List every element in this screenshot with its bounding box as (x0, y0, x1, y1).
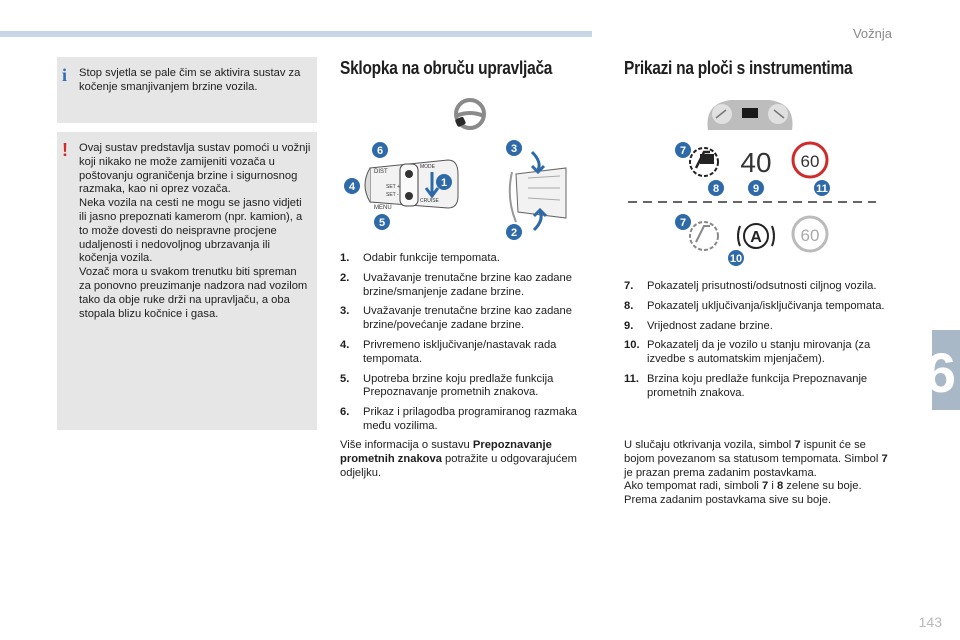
callout-badge-2 (506, 224, 522, 240)
list-item-text: Uvažavanje trenutačne brzine kao zadane brzine/smanjenje zadane brzine. (363, 271, 572, 298)
list-item (624, 339, 886, 367)
chapter-number: 6 (924, 341, 956, 404)
list-item-text: Uvažavanje trenutačne brzine kao zadane brzine/povećanje zadane brzine. (363, 305, 572, 332)
callout-badge-8 (708, 180, 724, 196)
callout-badge-1 (436, 174, 452, 190)
steering-switch-illustration (340, 138, 464, 234)
list-item (624, 300, 886, 314)
list-item-text: Vrijednost zadane brzine. (647, 319, 773, 332)
list-item-number: 5. (340, 372, 350, 385)
list-item (340, 406, 602, 434)
instrument-cluster-icon (700, 96, 800, 134)
svg-text:7: 7 (679, 145, 687, 157)
list-item-number: 9. (624, 319, 634, 332)
callout-badge-3 (506, 140, 522, 156)
list-item-number: 6. (340, 406, 350, 419)
svg-text:A: A (750, 229, 762, 246)
svg-text:4: 4 (348, 181, 356, 193)
svg-text:10: 10 (729, 253, 743, 265)
page-number: 143 (918, 614, 942, 630)
callout-badge-7b (675, 214, 691, 230)
warning-icon: ! (62, 140, 68, 160)
list-item (340, 252, 602, 266)
svg-text:5: 5 (378, 217, 386, 229)
info-icon: i (62, 65, 68, 85)
steering-switch-list (340, 252, 602, 440)
steering-wheel-icon (450, 96, 490, 132)
warning-paragraph: Vozač mora u svakom trenutku biti spreman za ponovno preuzimanje nadzora nad vozilom tako da obje ruke drži na upravljaču, a oba stopala blizu kočnice i gasa. (79, 266, 308, 320)
svg-text:2: 2 (510, 227, 518, 239)
cluster-display-inactive (674, 212, 844, 270)
target-vehicle-outline-icon (690, 222, 718, 250)
section-name: Vožnja (852, 26, 892, 41)
section-title-instrument-displays: Prikazi na ploči s instrumentima (624, 58, 853, 78)
warning-paragraph: Ovaj sustav predstavlja sustav pomoći u vožnji koji nikako ne može zamijeniti vozača u poštovanju ograničenja brzine i sigurnosnog razmaka, kao ni oprez vozača. (79, 142, 311, 196)
list-item-text: Privremeno isključivanje/nastavak rada tempomata. (363, 338, 557, 365)
warning-note (57, 132, 317, 430)
instrument-display-list (624, 280, 886, 407)
list-item-text: Odabir funkcije tempomata. (363, 252, 500, 264)
switch-label-set-plus: SET + (386, 184, 400, 190)
more-info-paragraph: Više informacija o sustavu Prepoznavanje prometnih znakova potražite u odgovarajućem odjeljku. (340, 439, 577, 479)
info-note (57, 57, 317, 123)
section-title-steering-switch: Sklopka na obruču upravljača (340, 58, 553, 78)
svg-text:11: 11 (816, 183, 828, 195)
divider-dashed (624, 196, 880, 208)
switch-label-menu: MENU (374, 205, 392, 211)
info-note-text: Stop svjetla se pale čim se aktivira sustav za kočenje smanjivanjem brzine vozila. (79, 67, 301, 93)
list-item-text: Pokazatelj uključivanja/isključivanja tempomata. (647, 299, 885, 312)
speed-limit-sign (793, 143, 827, 177)
list-item-number: 7. (624, 280, 634, 292)
target-vehicle-icon (690, 148, 718, 176)
list-item-number: 2. (340, 271, 350, 284)
list-item (624, 280, 886, 294)
svg-text:60: 60 (800, 226, 820, 245)
list-item-text: Brzina koju predlaže funkcija Prepoznavanje prometnih znakova. (647, 372, 868, 399)
callout-badge-6 (372, 142, 388, 158)
callout-badge-11 (814, 180, 830, 196)
list-item-number: 4. (340, 338, 350, 351)
list-item-number: 11. (624, 372, 639, 385)
list-item (340, 339, 602, 367)
list-item (340, 272, 602, 300)
list-item-text: Pokazatelj da je vozilo u stanju mirovanja (za izvedbe s automatskim mjenjačem). (647, 339, 871, 366)
svg-text:60: 60 (800, 152, 820, 171)
svg-text:7: 7 (679, 217, 687, 229)
list-item-text: Pokazatelj prisutnosti/odsutnosti ciljnog vozila. (647, 280, 877, 292)
callout-badge-5 (374, 214, 390, 230)
list-item (624, 320, 886, 334)
callout-badge-7 (675, 142, 691, 158)
list-item-number: 1. (340, 252, 350, 264)
auto-hold-icon (738, 224, 774, 248)
list-item (340, 305, 602, 333)
warning-note-text (79, 142, 311, 321)
steering-side-view-illustration (498, 138, 584, 242)
list-item (340, 373, 602, 401)
header-bar (0, 31, 592, 37)
explanation-paragraph: U slučaju otkrivanja vozila, simbol 7 ispunit će se bojom povezanom sa statusom tempomata. Simbol 7 je prazan prema zadanim postavkama. Ako tempomat radi, simboli 7 i 8 zelene su boje. Prema zadanim postavkama sive su boje. (624, 439, 888, 507)
switch-label-set-minus: SET - (386, 192, 399, 198)
callout-badge-9 (748, 180, 764, 196)
svg-text:1: 1 (440, 177, 448, 189)
cluster-display-active (674, 138, 844, 200)
set-speed-value: 40 (740, 147, 772, 178)
list-item-number: 10. (624, 339, 640, 352)
svg-text:3: 3 (510, 143, 518, 155)
switch-label-mode: MODE (420, 164, 435, 170)
callout-badge-10 (728, 250, 744, 266)
svg-text:6: 6 (376, 145, 384, 157)
svg-text:9: 9 (752, 183, 760, 195)
list-item-number: 3. (340, 305, 350, 318)
more-info-bold: Prepoznavanje prometnih znakova (340, 439, 552, 465)
warning-paragraph: Neka vozila na cesti ne mogu se jasno vidjeti ili jasno prepoznati kamerom (npr. kamion), a to može dovesti do neispravne procjene udaljenosti i nedovoljnog ubrzavanja ili kočenja vozila. (79, 197, 303, 265)
list-item (624, 373, 886, 401)
list-item-text: Prikaz i prilagodba programiranog razmaka među vozilima. (363, 406, 577, 432)
list-item-number: 8. (624, 299, 634, 312)
switch-label-dist: DIST (374, 169, 388, 175)
callout-badge-4 (344, 178, 360, 194)
svg-text:8: 8 (712, 183, 720, 195)
list-item-text: Upotreba brzine koju predlaže funkcija Prepoznavanje prometnih znakova. (363, 372, 554, 399)
speed-limit-sign-grey (793, 217, 827, 251)
switch-label-cruise: CRUISE (420, 198, 439, 204)
